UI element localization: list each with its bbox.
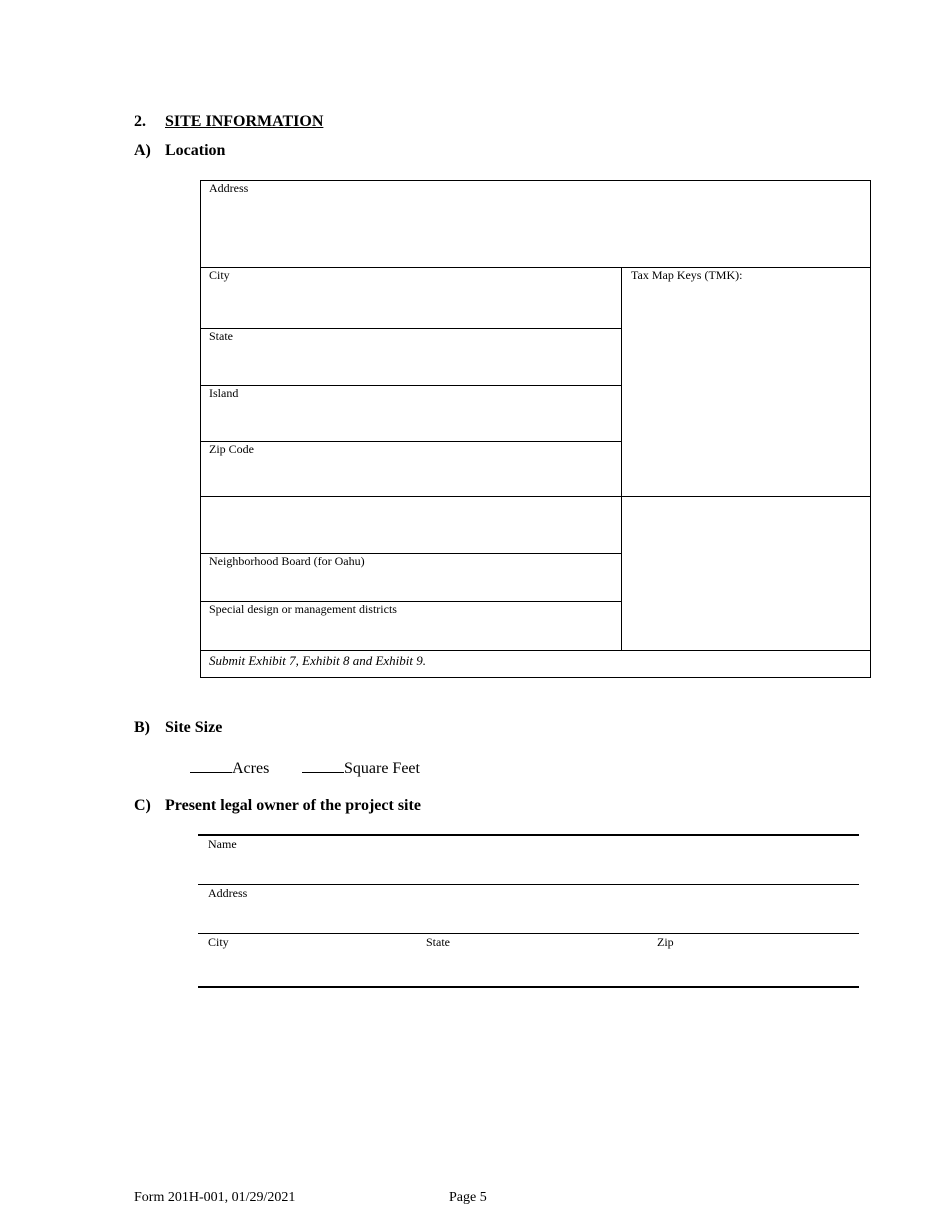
exhibit-note: Submit Exhibit 7, Exhibit 8 and Exhibit 9. (209, 653, 427, 668)
acres-entry (190, 758, 269, 778)
section-title: SITE INFORMATION (165, 113, 324, 130)
special-districts-label: Special design or management districts (209, 602, 397, 616)
owner-table (198, 834, 859, 989)
acres-blank[interactable] (190, 758, 232, 773)
tmk-extra-field[interactable] (623, 497, 869, 649)
sqft-entry (302, 758, 420, 778)
state-field[interactable] (201, 344, 620, 384)
location-marker: A) (134, 142, 151, 159)
owner-zip-field[interactable] (652, 950, 859, 985)
acres-label: Acres (232, 760, 270, 777)
tmk-label: Tax Map Keys (TMK): (631, 268, 743, 282)
owner-heading: Present legal owner of the project site (165, 797, 421, 814)
owner-zip-label: Zip (657, 935, 674, 949)
owner-state-field[interactable] (420, 950, 650, 985)
zip-code-field[interactable] (201, 457, 620, 495)
tmk-field[interactable] (623, 283, 869, 495)
site-size-marker: B) (134, 719, 150, 736)
address-label: Address (209, 181, 249, 195)
island-label: Island (209, 386, 239, 400)
owner-marker: C) (134, 797, 151, 814)
neighborhood-board-label: Neighborhood Board (for Oahu) (209, 554, 365, 568)
owner-name-field[interactable] (198, 852, 859, 883)
blank-field[interactable] (201, 497, 620, 552)
location-table (200, 180, 871, 678)
location-heading: Location (165, 142, 226, 159)
address-field[interactable] (201, 196, 870, 266)
zip-code-label: Zip Code (209, 442, 254, 456)
footer-page-number: Page 5 (449, 1190, 487, 1205)
special-districts-field[interactable] (201, 617, 620, 649)
owner-city-label: City (208, 935, 229, 949)
site-size-heading: Site Size (165, 719, 223, 736)
state-label: State (209, 329, 233, 343)
island-field[interactable] (201, 401, 620, 440)
footer-form-id: Form 201H-001, 01/29/2021 (134, 1190, 296, 1205)
owner-address-label: Address (208, 886, 248, 900)
sqft-blank[interactable] (302, 758, 344, 773)
owner-name-label: Name (208, 837, 237, 851)
owner-city-field[interactable] (198, 950, 418, 985)
section-number: 2. (134, 113, 146, 130)
city-label: City (209, 268, 230, 282)
city-field[interactable] (201, 283, 620, 327)
owner-state-label: State (426, 935, 450, 949)
neighborhood-board-field[interactable] (201, 569, 620, 600)
sqft-label: Square Feet (344, 760, 420, 777)
owner-address-field[interactable] (198, 901, 859, 932)
